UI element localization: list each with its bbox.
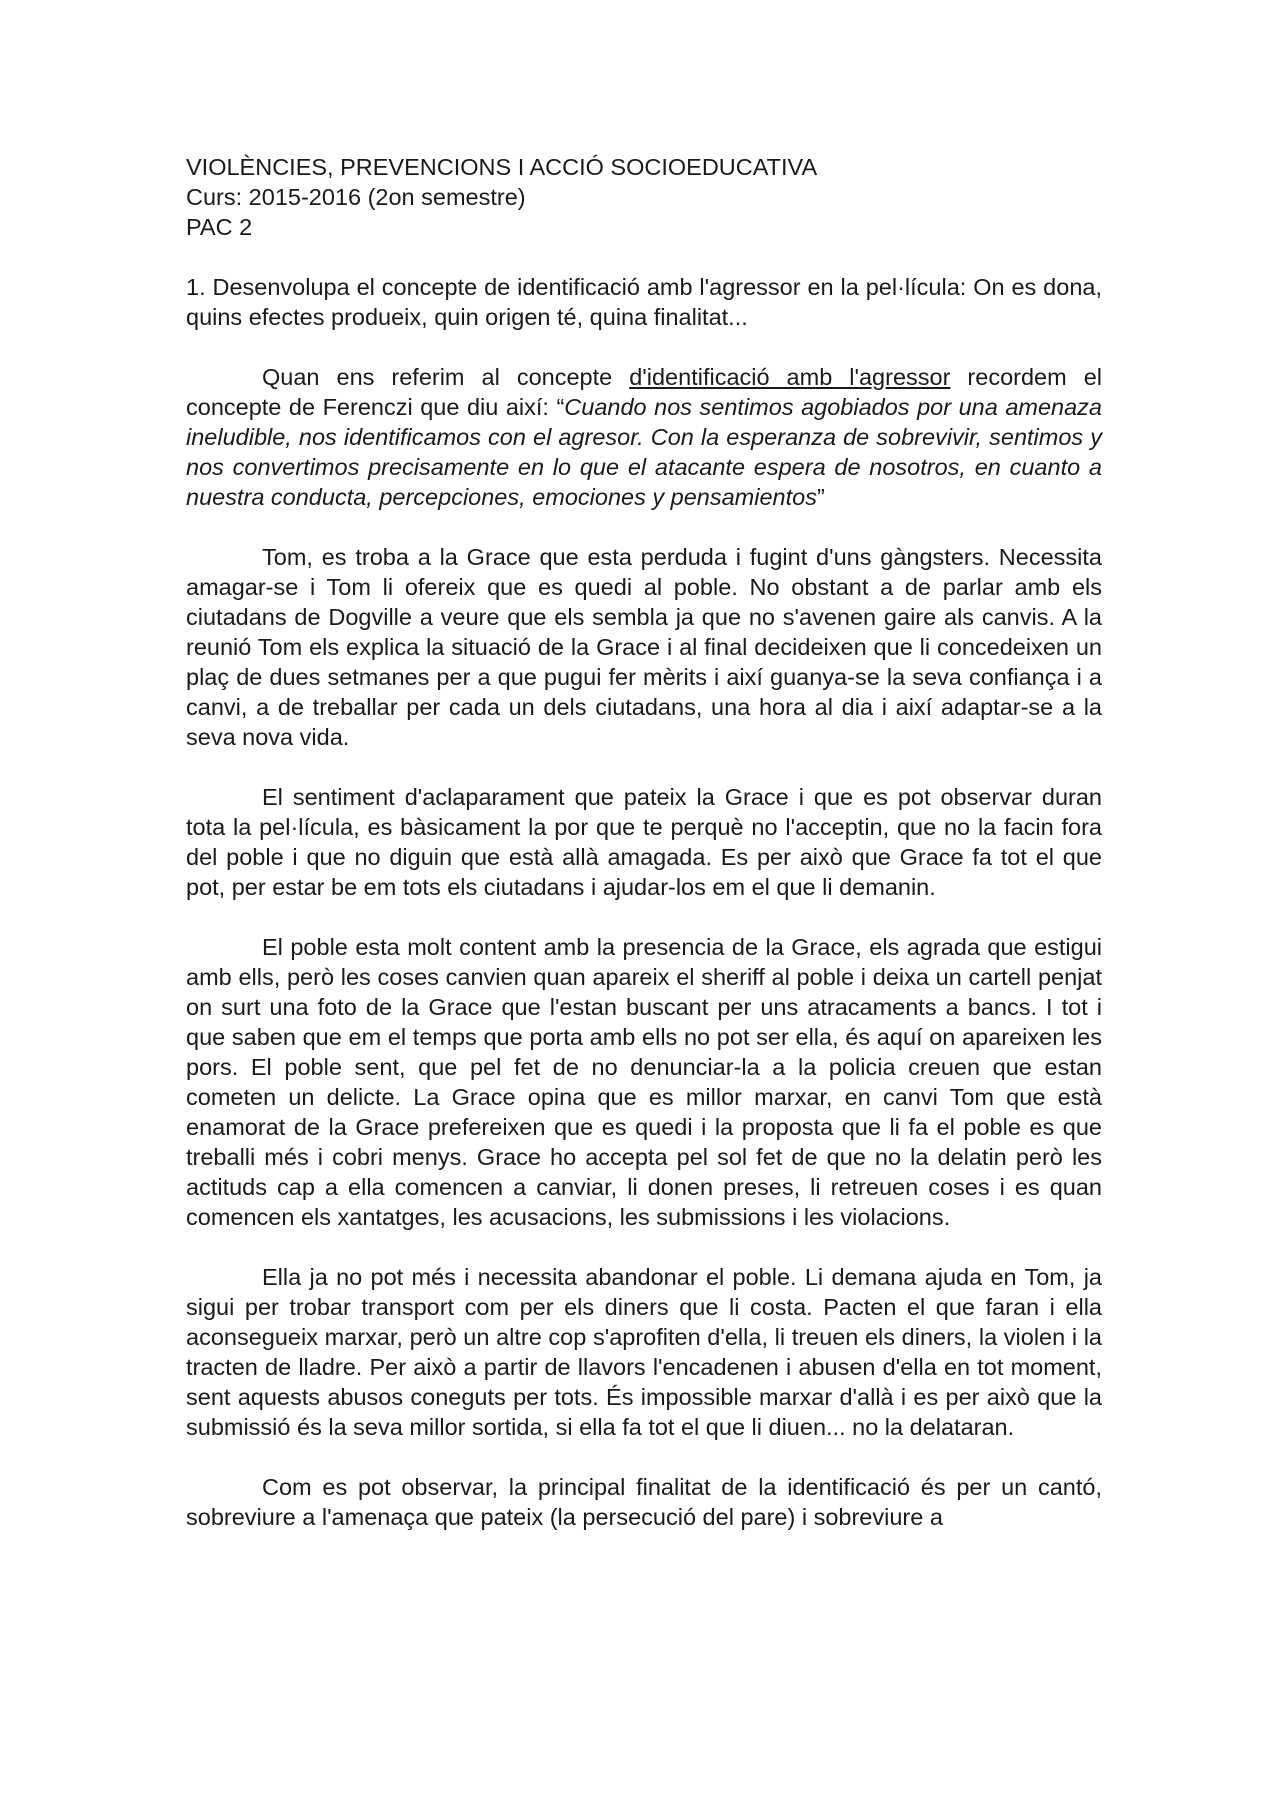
paragraph: El poble esta molt content amb la presencia de la Grace, els agrada que estigui amb ells, però les coses canvien quan apareix el sheriff al poble i deixa un cartell penjat on surt una foto de la Grace que l'estan buscant per uns atracaments a bancs. I tot i que saben que em el temps que porta amb ells no pot ser ella, és aquí on apareixen les pors. El poble sent, que pel fet de no denunciar-la a la policia creuen que estan cometen un delicte. La Grace opina que es millor marxar, en canvi Tom que està enamorat de la Grace prefereixen que es quedi i la proposta que li fa el poble es que treballi més i cobri menys. Grace ho accepta pel sol fet de que no la delatin però les actituds cap a ella comencen a canviar, li donen preses, li retreuen coses i es quan comencen els xantatges, les acusacions, les submissions i les violacions. xyxy=(186,934,1102,1230)
course-year: Curs: 2015-2016 (2on semestre) xyxy=(186,184,526,210)
ferenczi-quote: Cuando nos sentimos agobiados por una amenaza ineludible, nos identificamos con el agresor. Con la esperanza de sobrevivir, sentimos y nos convertimos precisamente en lo que el atacante espera de nosotros, en cuanto a nuestra conducta, percepciones, emociones y pensamientos xyxy=(186,394,1102,510)
paragraph-ferenczi xyxy=(186,362,1102,512)
underlined-term: d'identificació amb l'agressor xyxy=(629,364,951,390)
paragraph-intro: Quan ens referim al concepte xyxy=(262,364,630,390)
course-title: VIOLÈNCIES, PREVENCIONS I ACCIÓ SOCIOEDUCATIVA xyxy=(186,154,818,180)
paragraph: Com es pot observar, la principal finalitat de la identificació és per un cantó, sobreviure a l'amenaça que pateix (la persecució del pare) i sobreviure a xyxy=(186,1474,1102,1530)
paragraph: Tom, es troba a la Grace que esta perduda i fugint d'uns gàngsters. Necessita amagar-se i Tom li ofereix que es quedi al poble. No obstant a de parlar amb els ciutadans de Dogville a veure que els sembla ja que no s'avenen gaire als canvis. A la reunió Tom els explica la situació de la Grace i al final decideixen que li concedeixen un plaç de dues setmanes per a que pugui fer mèrits i així guanya-se la seva confiança i a canvi, a de treballar per cada un dels ciutadans, una hora al dia i així adaptar-se a la seva nova vida. xyxy=(186,544,1102,750)
paragraph: Ella ja no pot més i necessita abandonar el poble. Li demana ajuda en Tom, ja sigui per trobar transport com per els diners que li costa. Pacten el que faran i ella aconsegueix marxar, però un altre cop s'aprofiten d'ella, li treuen els diners, la violen i la tracten de lladre. Per això a partir de llavors l'encadenen i abusen d'ella en tot moment, sent aquests abusos coneguts per tots. És impossible marxar d'allà i es per això que la submissió és la seva millor sortida, si ella fa tot el que li diuen... no la delataran. xyxy=(186,1264,1102,1440)
assignment-label: PAC 2 xyxy=(186,214,253,240)
document-body xyxy=(186,152,1102,1532)
quote-close: ” xyxy=(816,484,825,510)
paragraph-middle: recordem el concepte de Ferenczi que diu així: “ xyxy=(186,364,1102,420)
paragraph: El sentiment d'aclaparament que pateix la Grace i que es pot observar duran tota la pel·lícula, es bàsicament la por que te perquè no l'acceptin, que no la facin fora del poble i que no diguin que està allà amagada. Es per això que Grace fa tot el que pot, per estar be em tots els ciutadans i ajudar-los em el que li demanin. xyxy=(186,784,1102,900)
question-text: 1. Desenvolupa el concepte de identificació amb l'agressor en la pel·lícula: On es dona, quins efectes produeix, quin origen té, quina finalitat... xyxy=(186,274,1102,330)
